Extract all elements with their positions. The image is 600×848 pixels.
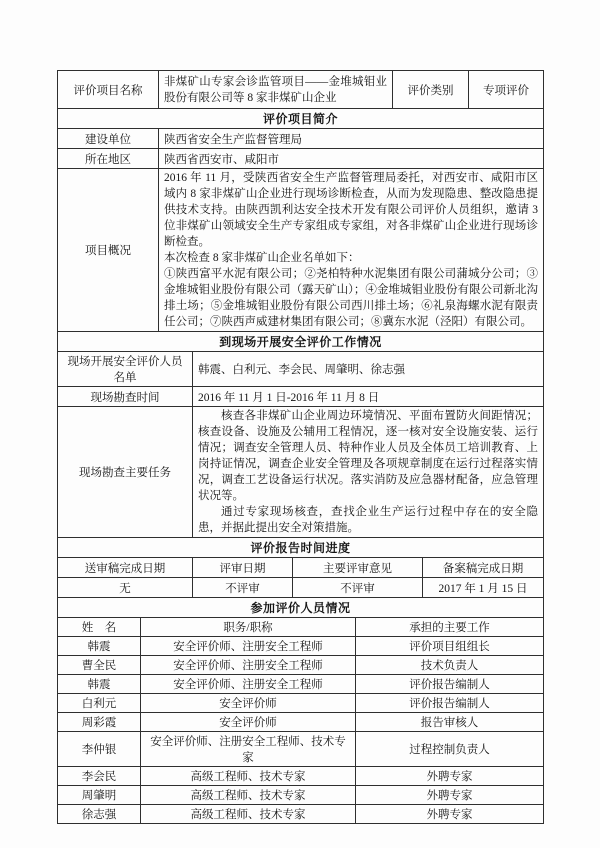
participant-row bbox=[58, 786, 544, 805]
overview-paragraph-3: ①陕西富平水泥有限公司；②尧柏特种水泥集团有限公司蒲城分公司；③金堆城钼业股份有限公司（露天矿山）；④金堆城钼业股份有限公司新北沟排土场；⑤金堆城钼业股份有限公司西川排土场；⑥礼泉海螺水泥有限责任公司；⑦陕西声威建材集团有限公司；⑧冀东水泥（泾阳）有限公司。 bbox=[164, 268, 538, 328]
participant-name: 韩震 bbox=[58, 637, 141, 656]
schedule-header-review-opinion: 主要评审意见 bbox=[293, 558, 423, 578]
schedule-header-draft-date: 送审稿完成日期 bbox=[58, 558, 193, 578]
participant-role: 外聘专家 bbox=[356, 767, 544, 786]
participant-role: 评价报告编制人 bbox=[356, 675, 544, 694]
participant-role: 报告审核人 bbox=[356, 713, 544, 732]
region-label: 所在地区 bbox=[58, 149, 159, 169]
participant-title: 安全评价师、注册安全工程师 bbox=[141, 637, 356, 656]
region-value: 陕西省西安市、咸阳市 bbox=[159, 149, 544, 169]
section-title-schedule: 评价报告时间进度 bbox=[58, 538, 544, 558]
schedule-value-review-opinion: 不评审 bbox=[293, 578, 423, 598]
tasks-text bbox=[193, 407, 544, 538]
survey-time-label: 现场勘查时间 bbox=[58, 387, 193, 407]
participant-role: 过程控制负责人 bbox=[356, 732, 544, 767]
participant-row bbox=[58, 694, 544, 713]
participant-name: 周彩霞 bbox=[58, 713, 141, 732]
schedule-value-draft-date: 无 bbox=[58, 578, 193, 598]
schedule-header-record-date: 备案稿完成日期 bbox=[423, 558, 544, 578]
participant-title: 安全评价师、注册安全工程师、技术专家 bbox=[141, 732, 356, 767]
participant-name: 李仲银 bbox=[58, 732, 141, 767]
participant-title: 高级工程师、技术专家 bbox=[141, 786, 356, 805]
participant-row bbox=[58, 675, 544, 694]
project-name-value bbox=[159, 71, 393, 109]
project-name-label: 评价项目名称 bbox=[58, 71, 159, 109]
builder-label: 建设单位 bbox=[58, 129, 159, 149]
overview-paragraph-1: 2016 年 11 月，受陕西省安全生产监督管理局委托，对西安市、咸阳市区域内 8 家非煤矿山企业进行现场诊断检查，从而为发现隐患、整改隐患提供技术支持。由陕西凯利达安全技术开发有限公司评价人员组织，邀请 3 位非煤矿山领域安全生产专家组成专家组，对各非煤矿山企业进行现场诊断检查。 bbox=[164, 172, 538, 248]
participants-header-title: 职务/职称 bbox=[141, 618, 356, 637]
survey-time-value: 2016 年 11 月 1 日-2016 年 11 月 8 日 bbox=[193, 387, 544, 407]
participant-row bbox=[58, 732, 544, 767]
participant-title: 安全评价师、注册安全工程师 bbox=[141, 656, 356, 675]
tasks-paragraph-1: 核查各非煤矿山企业周边环境情况、平面布置防火间距情况；核查设备、设施及公辅用工程情况，逐一核对安全设施安装、运行情况；调查安全管理人员、特种作业人员及全体员工培训教育、上岗持证情况，调查企业安全管理及各项规章制度在运行过程落实情况，调查工艺设备运行状况。落实消防及应急器材配备，应急管理状况等。 bbox=[198, 410, 538, 502]
section-title-participants: 参加评价人员情况 bbox=[58, 598, 544, 618]
section-title-intro: 评价项目简介 bbox=[58, 109, 544, 129]
schedule-value-review-date: 不评审 bbox=[193, 578, 293, 598]
evaluation-summary-table bbox=[57, 70, 544, 824]
project-name-text: 非煤矿山专家会诊监管项目——金堆城钼业股份有限公司等 8 家非煤矿山企业 bbox=[164, 75, 387, 104]
participant-name: 韩震 bbox=[58, 675, 141, 694]
participant-name: 李会民 bbox=[58, 767, 141, 786]
participant-name: 白利元 bbox=[58, 694, 141, 713]
category-value: 专项评价 bbox=[469, 71, 544, 109]
participant-name: 周肇明 bbox=[58, 786, 141, 805]
tasks-paragraph-2: 通过专家现场核查，查找企业生产运行过程中存在的安全隐患，并据此提出安全对策措施。 bbox=[198, 506, 538, 534]
participant-role: 评价报告编制人 bbox=[356, 694, 544, 713]
participants-header-role: 承担的主要工作 bbox=[356, 618, 544, 637]
overview-paragraph-2: 本次检查 8 家非煤矿山企业名单如下： bbox=[164, 252, 360, 264]
participant-row bbox=[58, 713, 544, 732]
participant-title: 安全评价师 bbox=[141, 713, 356, 732]
participant-role: 外聘专家 bbox=[356, 786, 544, 805]
participant-role: 技术负责人 bbox=[356, 656, 544, 675]
builder-value: 陕西省安全生产监督管理局 bbox=[159, 129, 544, 149]
overview-text bbox=[159, 169, 544, 332]
participants-header-name: 姓 名 bbox=[58, 618, 141, 637]
participant-role: 评价项目组组长 bbox=[356, 637, 544, 656]
participant-row bbox=[58, 637, 544, 656]
schedule-header-review-date: 评审日期 bbox=[193, 558, 293, 578]
participant-role: 外聘专家 bbox=[356, 805, 544, 824]
staff-list-value: 韩震、白利元、李会民、周肇明、徐志强 bbox=[193, 352, 544, 387]
section-title-sitework: 到现场开展安全评价工作情况 bbox=[58, 332, 544, 352]
participant-title: 安全评价师、注册安全工程师 bbox=[141, 675, 356, 694]
category-label: 评价类别 bbox=[393, 71, 469, 109]
schedule-value-record-date: 2017 年 1 月 15 日 bbox=[423, 578, 544, 598]
participant-row bbox=[58, 805, 544, 824]
participant-title: 高级工程师、技术专家 bbox=[141, 805, 356, 824]
participant-name: 曹全民 bbox=[58, 656, 141, 675]
tasks-label: 现场勘查主要任务 bbox=[58, 407, 193, 538]
overview-label: 项目概况 bbox=[58, 169, 159, 332]
participant-title: 高级工程师、技术专家 bbox=[141, 767, 356, 786]
document-page bbox=[57, 70, 543, 824]
participant-row bbox=[58, 656, 544, 675]
participant-title: 安全评价师 bbox=[141, 694, 356, 713]
participant-name: 徐志强 bbox=[58, 805, 141, 824]
staff-list-label: 现场开展安全评价人员名单 bbox=[58, 352, 193, 387]
participant-row bbox=[58, 767, 544, 786]
